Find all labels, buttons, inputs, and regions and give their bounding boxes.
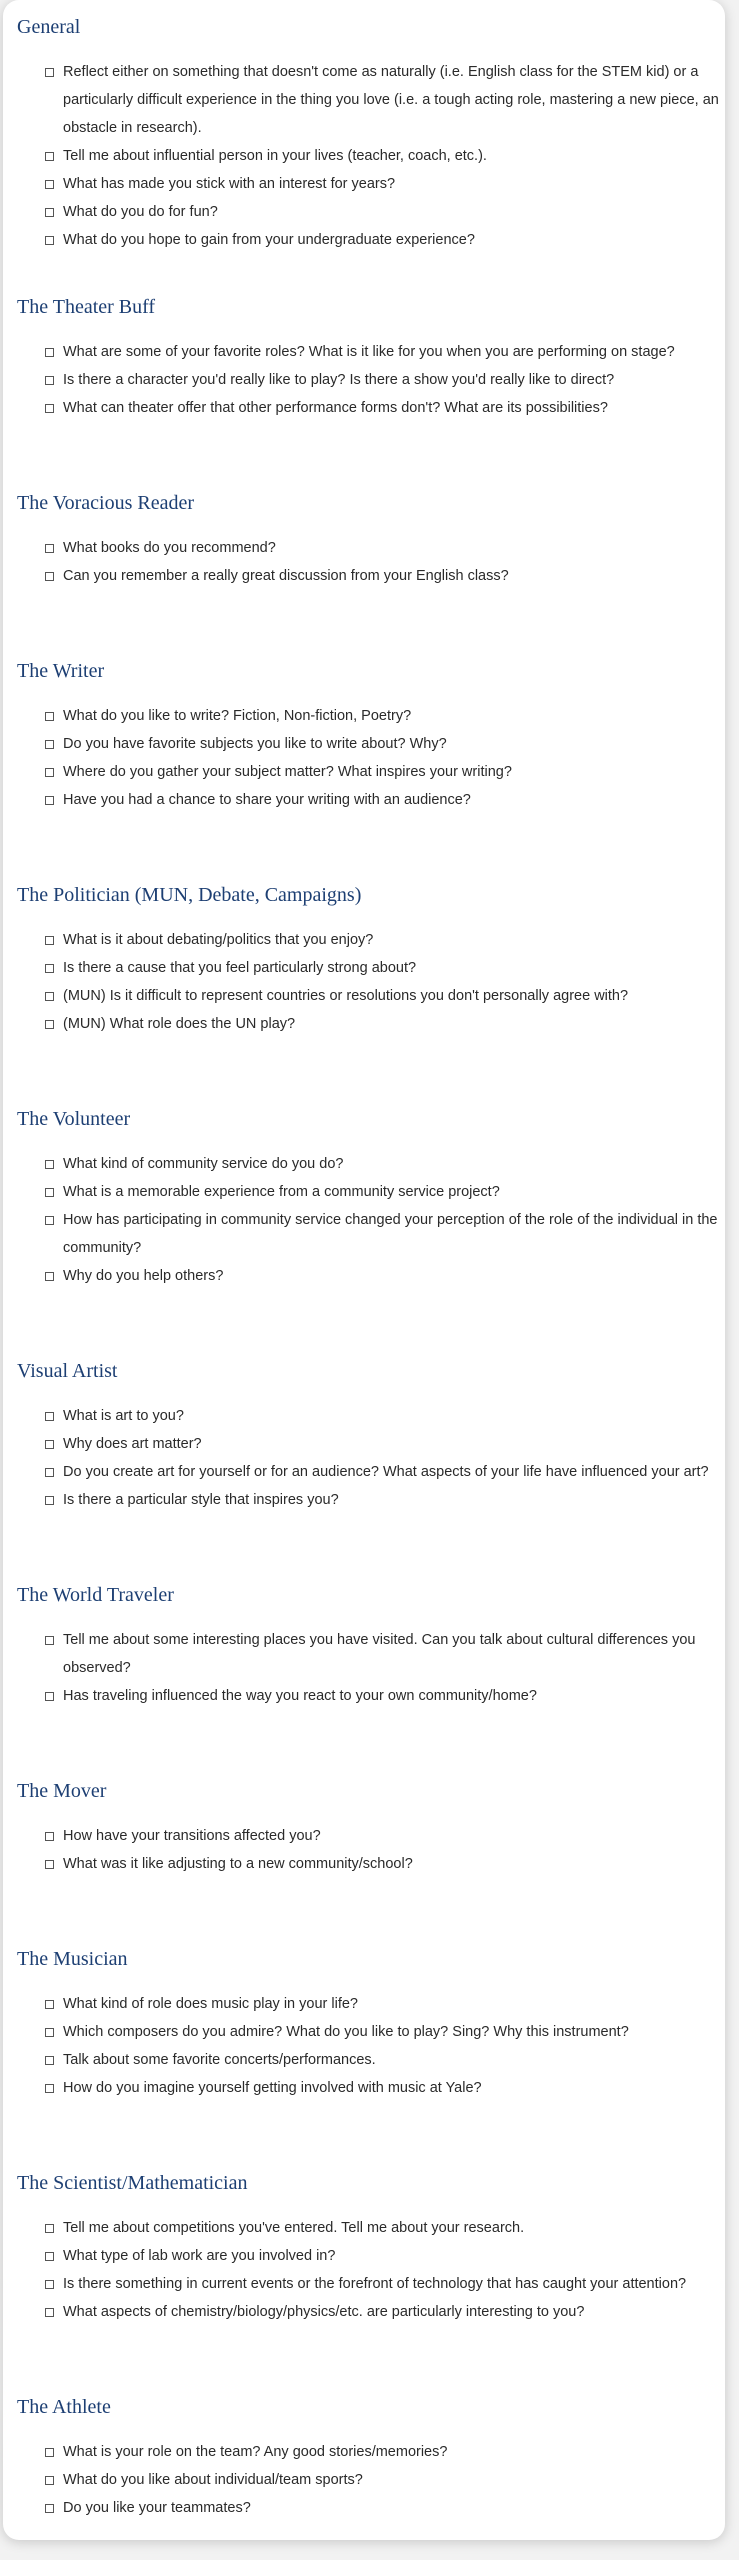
question-list <box>17 58 725 254</box>
question-item: Have you had a chance to share your writing with an audience? <box>45 786 725 814</box>
question-item: Tell me about competitions you've entered. Tell me about your research. <box>45 2214 725 2242</box>
question-section <box>17 1106 725 1290</box>
question-item: What has made you stick with an interest for years? <box>45 170 725 198</box>
section-heading: The Volunteer <box>17 1108 131 1130</box>
question-item: Why does art matter? <box>45 1430 725 1458</box>
question-item: What is your role on the team? Any good stories/memories? <box>45 2438 725 2466</box>
content-card <box>3 0 725 2540</box>
question-item: What do you like about individual/team sports? <box>45 2466 725 2494</box>
section-heading: The Mover <box>17 1780 107 1802</box>
section-heading: The World Traveler <box>17 1584 174 1606</box>
question-item: What kind of community service do you do? <box>45 1150 725 1178</box>
question-item: Where do you gather your subject matter? What inspires your writing? <box>45 758 725 786</box>
question-item: Is there a cause that you feel particularly strong about? <box>45 954 725 982</box>
question-item: Do you have favorite subjects you like to write about? Why? <box>45 730 725 758</box>
question-item: Has traveling influenced the way you react to your own community/home? <box>45 1682 725 1710</box>
question-item: What can theater offer that other performance forms don't? What are its possibilities? <box>45 394 725 422</box>
question-item: (MUN) Is it difficult to represent countries or resolutions you don't personally agree with? <box>45 982 725 1010</box>
question-item: What is a memorable experience from a community service project? <box>45 1178 725 1206</box>
question-section <box>17 1358 725 1514</box>
question-section <box>17 2170 725 2326</box>
section-heading: The Writer <box>17 660 105 682</box>
question-item: Do you like your teammates? <box>45 2494 725 2522</box>
question-item: What is art to you? <box>45 1402 725 1430</box>
question-item: What aspects of chemistry/biology/physics/etc. are particularly interesting to you? <box>45 2298 725 2326</box>
question-item: How have your transitions affected you? <box>45 1822 725 1850</box>
question-item: What do you like to write? Fiction, Non-fiction, Poetry? <box>45 702 725 730</box>
question-list <box>17 2438 725 2522</box>
question-item: What books do you recommend? <box>45 534 725 562</box>
question-list <box>17 1626 725 1710</box>
question-item: What is it about debating/politics that you enjoy? <box>45 926 725 954</box>
question-item: Which composers do you admire? What do you like to play? Sing? Why this instrument? <box>45 2018 725 2046</box>
question-section <box>17 882 725 1038</box>
question-section <box>17 490 725 590</box>
section-heading: General <box>17 16 81 38</box>
question-item: Talk about some favorite concerts/performances. <box>45 2046 725 2074</box>
question-item: What kind of role does music play in your life? <box>45 1990 725 2018</box>
question-list <box>17 1402 725 1514</box>
question-item: How do you imagine yourself getting involved with music at Yale? <box>45 2074 725 2102</box>
question-item: What are some of your favorite roles? What is it like for you when you are performing on stage? <box>45 338 725 366</box>
question-item: What do you hope to gain from your undergraduate experience? <box>45 226 725 254</box>
section-heading: The Theater Buff <box>17 296 156 318</box>
section-heading: The Athlete <box>17 2396 111 2418</box>
question-item: What type of lab work are you involved in? <box>45 2242 725 2270</box>
question-section <box>17 1946 725 2102</box>
question-item: Is there a character you'd really like to play? Is there a show you'd really like to direct? <box>45 366 725 394</box>
question-list <box>17 534 725 590</box>
question-item: Reflect either on something that doesn't come as naturally (i.e. English class for the STEM kid) or a particularly difficult experience in the thing you love (i.e. a tough acting role, mastering a new piece, an obstacle in research). <box>45 58 725 142</box>
question-section <box>17 14 725 254</box>
section-heading: The Voracious Reader <box>17 492 194 514</box>
question-list <box>17 1822 725 1878</box>
question-section <box>17 1778 725 1878</box>
section-heading: Visual Artist <box>17 1360 118 1382</box>
question-list <box>17 1150 725 1290</box>
question-list <box>17 702 725 814</box>
question-section <box>17 658 725 814</box>
question-item: Tell me about some interesting places you have visited. Can you talk about cultural differences you observed? <box>45 1626 725 1682</box>
question-section <box>17 2394 725 2522</box>
question-section <box>17 294 725 422</box>
question-item: How has participating in community service changed your perception of the role of the individual in the community? <box>45 1206 725 1262</box>
section-heading: The Musician <box>17 1948 128 1970</box>
question-item: Do you create art for yourself or for an audience? What aspects of your life have influenced your art? <box>45 1458 725 1486</box>
question-item: What do you do for fun? <box>45 198 725 226</box>
question-item: Can you remember a really great discussion from your English class? <box>45 562 725 590</box>
section-heading: The Politician (MUN, Debate, Campaigns) <box>17 884 362 906</box>
question-list <box>17 1990 725 2102</box>
question-item: Tell me about influential person in your lives (teacher, coach, etc.). <box>45 142 725 170</box>
question-list <box>17 926 725 1038</box>
question-item: (MUN) What role does the UN play? <box>45 1010 725 1038</box>
section-heading: The Scientist/Mathematician <box>17 2172 248 2194</box>
question-list <box>17 2214 725 2326</box>
question-list <box>17 338 725 422</box>
question-item: Is there a particular style that inspires you? <box>45 1486 725 1514</box>
question-item: Why do you help others? <box>45 1262 725 1290</box>
question-section <box>17 1582 725 1710</box>
question-item: Is there something in current events or the forefront of technology that has caught your attention? <box>45 2270 725 2298</box>
question-item: What was it like adjusting to a new community/school? <box>45 1850 725 1878</box>
